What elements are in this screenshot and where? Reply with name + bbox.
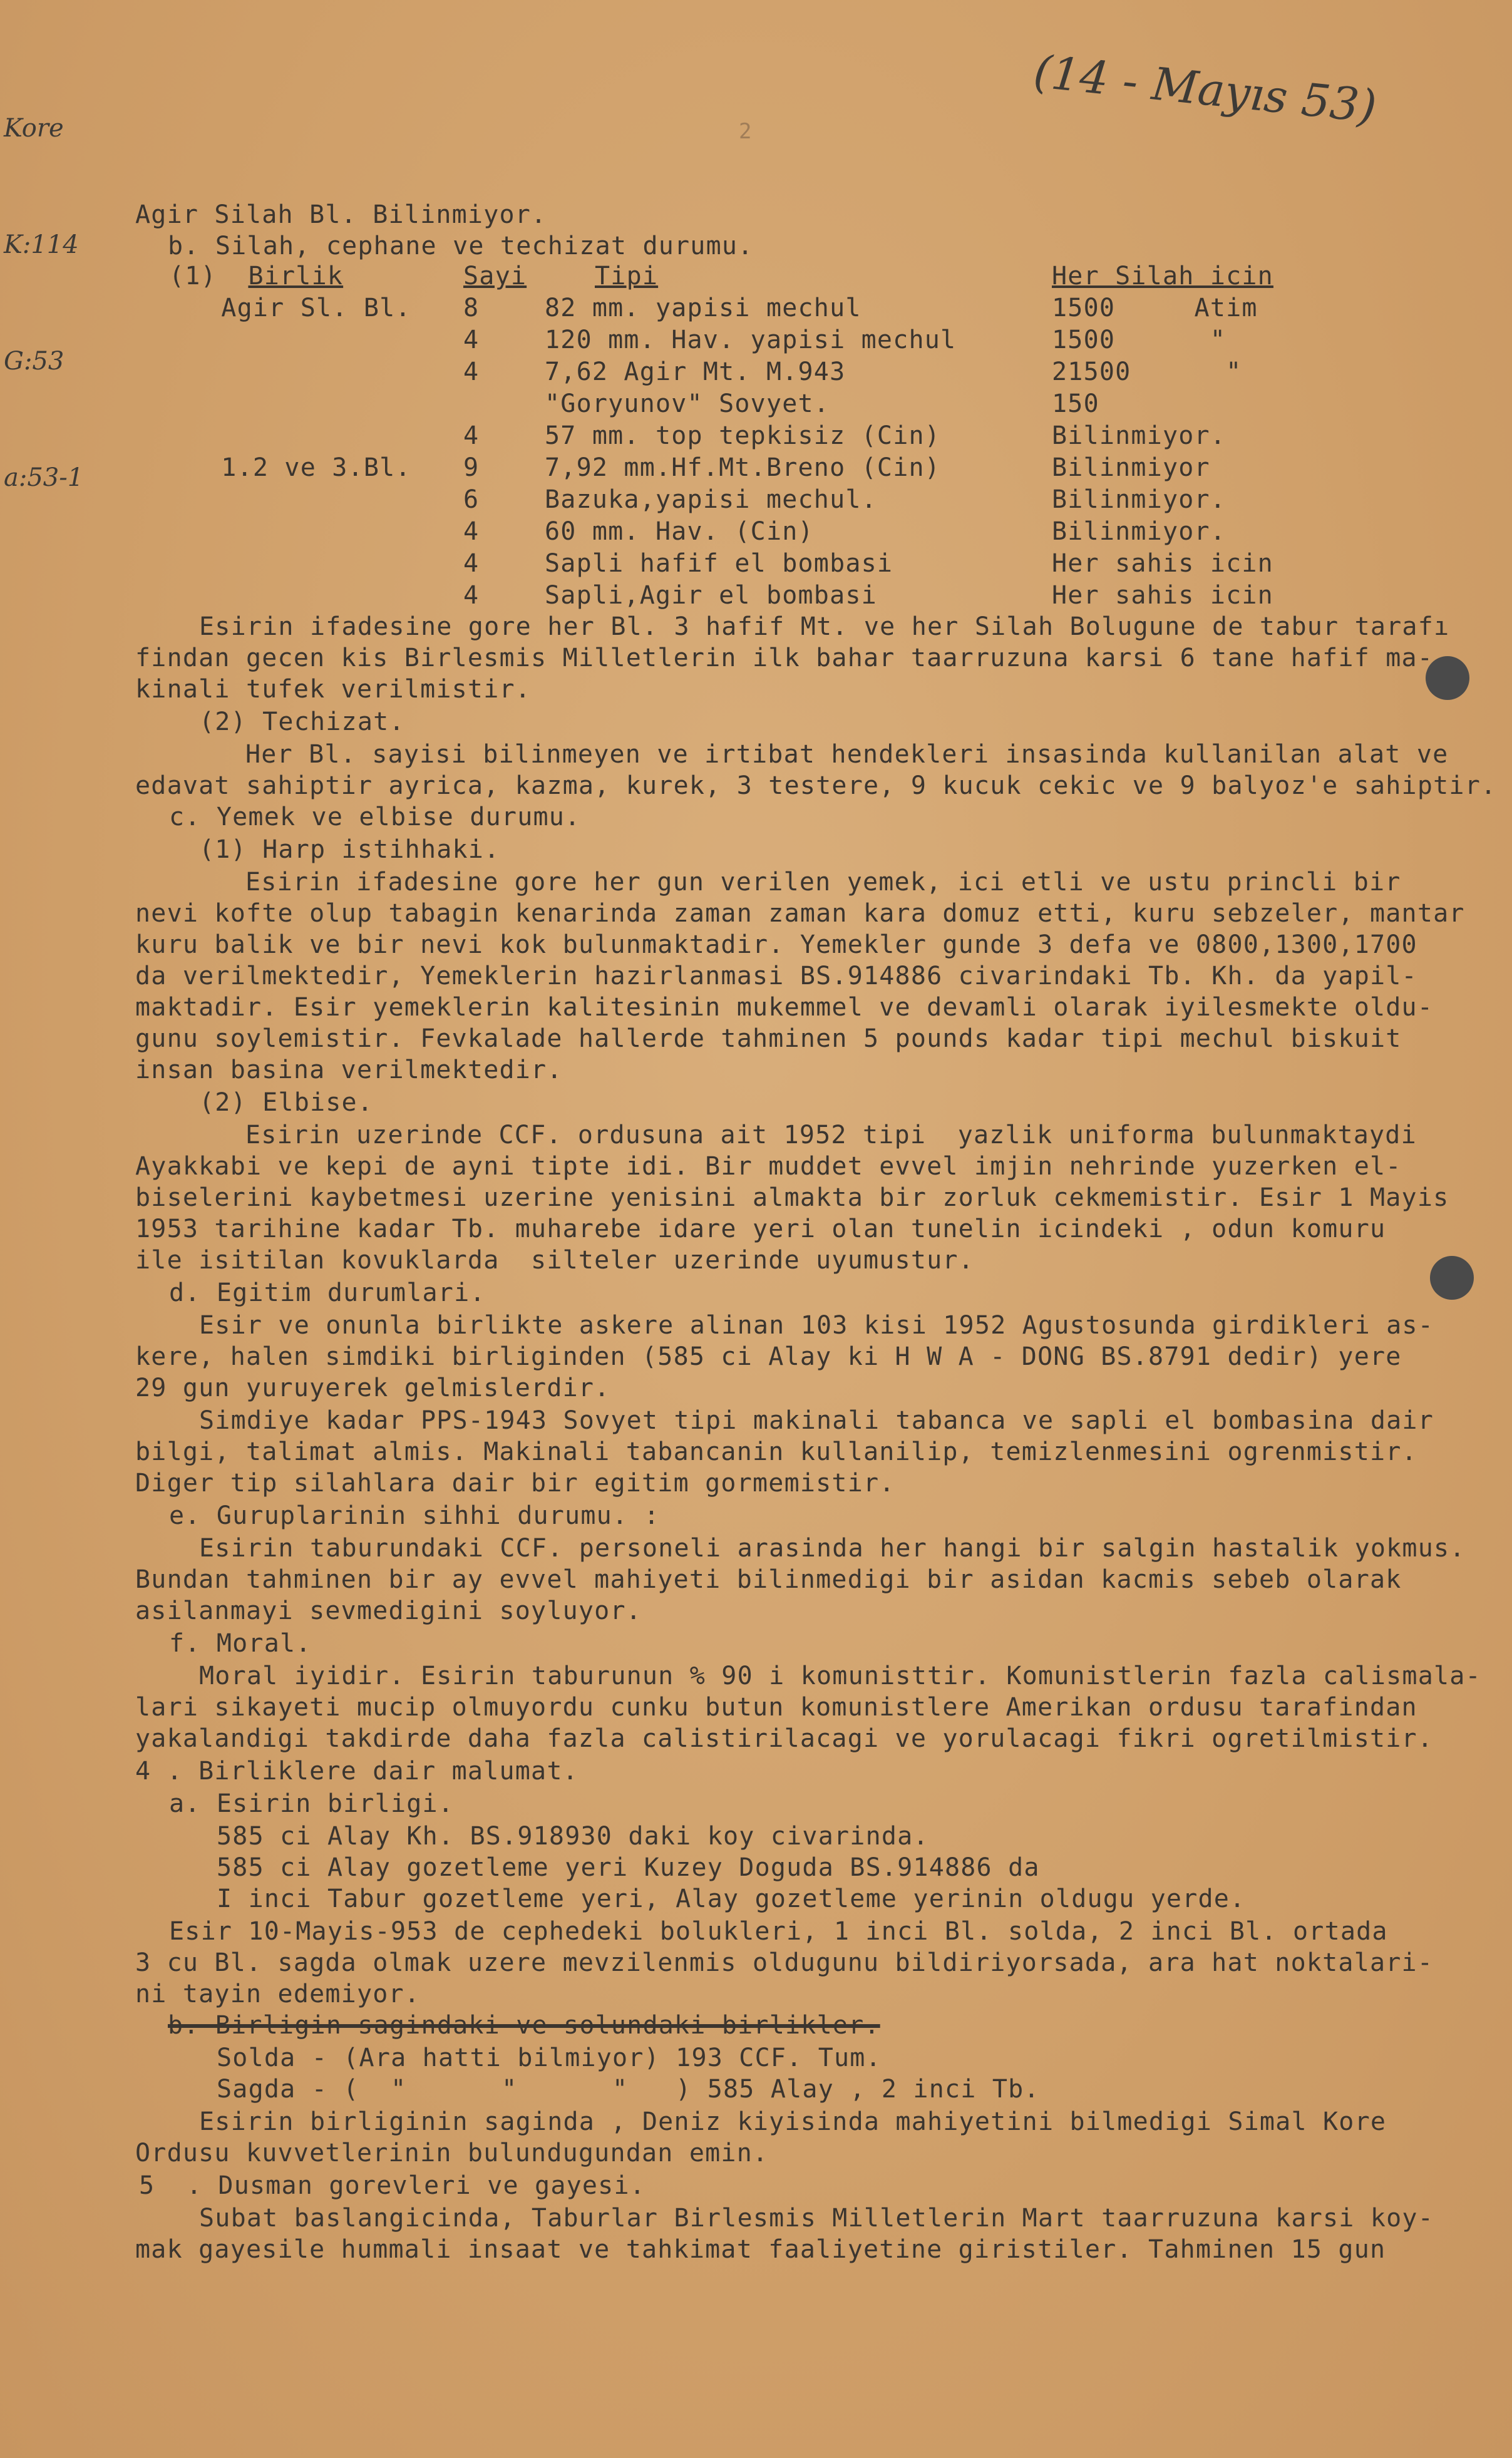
weapons-table [169, 262, 1384, 613]
text-line: Subat baslangicinda, Taburlar Birlesmis Milletlerin Mart taarruzuna karsi koy- [199, 2204, 1434, 2233]
table-header-cell: Tipi [595, 262, 659, 291]
text-line: 585 ci Alay Kh. BS.918930 daki koy civarinda. [217, 1822, 929, 1851]
date-note-handwritten: (14 - Mayıs 53) [1031, 44, 1379, 133]
page-number-stamp: 2 [739, 119, 752, 144]
text-line: kuru balik ve bir nevi kok bulunmaktadir. Yemekler gunde 3 defa ve 0800,1300,1700 [135, 930, 1417, 959]
archive-code-line: K:114 [4, 230, 79, 259]
text-line: Moral iyidir. Esirin taburunun % 90 i komunisttir. Komunistlerin fazla calismala- [199, 1662, 1481, 1690]
text-line: ni tayin edemiyor. [135, 1980, 421, 2008]
table-row: 4 57 mm. top tepkisiz (Cin) Bilinmiyor. [463, 421, 1227, 450]
table-row: Agir Sl. Bl. 8 82 mm. yapisi mechul 1500 Atim [221, 294, 1258, 322]
table-header-cell: Sayi [463, 262, 527, 291]
text-line: 585 ci Alay gozetleme yeri Kuzey Doguda BS.914886 da [217, 1853, 1040, 1882]
section-heading: (1) Harp istihhaki. [199, 835, 500, 864]
table-row: 4 60 mm. Hav. (Cin) Bilinmiyor. [463, 517, 1227, 546]
text-line: Diger tip silahlara dair bir egitim gormemistir. [135, 1469, 895, 1498]
table-header-cell: Her Silah icin [1052, 262, 1273, 291]
text-line: 1953 tarihine kadar Tb. muharebe idare yeri olan tunelin icindeki , odun komuru [135, 1215, 1386, 1243]
text-line: Esirin ifadesine gore her Bl. 3 hafif Mt. ve her Silah Bolugune de tabur tarafı [199, 612, 1450, 641]
text-line: mak gayesile hummali insaat ve tahkimat faaliyetine giristiler. Tahminen 15 gun [135, 2235, 1386, 2264]
text-line: Esirin uzerinde CCF. ordusuna ait 1952 tipi yazlik uniforma bulunmaktaydi [245, 1121, 1417, 1149]
section-heading: (2) Elbise. [199, 1088, 374, 1117]
table-header-row [169, 262, 1384, 294]
section-heading: d. Egitim durumlari. [169, 1278, 486, 1307]
text-line: Esir 10-Mayis-953 de cephedeki bolukleri, 1 inci Bl. solda, 2 inci Bl. ortada [169, 1917, 1388, 1946]
text-line: 3 cu Bl. sagda olmak uzere mevzilenmis oldugunu bildiriyorsada, ara hat noktalari- [135, 1948, 1434, 1977]
text-line: kere, halen simdiki birliginden (585 ci Alay ki H W A - DONG BS.8791 dedir) yere [135, 1342, 1402, 1371]
text-line: kinali tufek verilmistir. [135, 675, 532, 704]
text-line: Sagda - ( " " " ) 585 Alay , 2 inci Tb. [217, 2075, 1040, 2104]
text-line: da verilmektedir, Yemeklerin hazirlanmasi BS.914886 civarindaki Tb. Kh. da yapil- [135, 962, 1417, 990]
table-row: 4 Sapli,Agir el bombasi Her sahis icin [463, 581, 1273, 610]
text-line: Esirin ifadesine gore her gun verilen yemek, ici etli ve ustu princli bir [245, 868, 1401, 897]
text-line: Esir ve onunla birlikte askere alinan 103 kisi 1952 Agustosunda girdikleri as- [199, 1311, 1434, 1340]
text-line: ile isitilan kovuklarda silteler uzerinde uyumustur. [135, 1246, 974, 1275]
text-line: Esirin birliginin saginda , Deniz kiyisinda mahiyetini bilmedigi Simal Kore [199, 2107, 1387, 2136]
table-header-cell: (1) Birlik [169, 262, 344, 291]
text-line: edavat sahiptir ayrica, kazma, kurek, 3 testere, 9 kucuk cekic ve 9 balyoz'e sahiptir. [135, 771, 1497, 800]
text-line: yakalandigi takdirde daha fazla calistirilacagi ve yorulacagi fikri ogretilmistir. [135, 1724, 1434, 1753]
text-line: insan basina verilmektedir. [135, 1056, 563, 1084]
text-line: asilanmayi sevmedigini soyluyor. [135, 1597, 642, 1625]
text-line: nevi kofte olup tabagin kenarinda zaman zaman kara domuz etti, kuru sebzeler, mantar [135, 899, 1465, 928]
text-line: Esirin taburundaki CCF. personeli arasinda her hangi bir salgin hastalik yokmus. [199, 1534, 1466, 1563]
text-line: Bundan tahminen bir ay evvel mahiyeti bilinmedigi bir asidan kacmis sebeb olarak [135, 1565, 1402, 1594]
text-line: Simdiye kadar PPS-1943 Sovyet tipi makinali tabanca ve sapli el bombasina dair [199, 1406, 1434, 1435]
text-line: Agir Silah Bl. Bilinmiyor. [135, 200, 547, 229]
section-heading: 5 . Dusman gorevleri ve gayesi. [139, 2171, 646, 2200]
section-heading: b. Silah, cephane ve techizat durumu. [168, 232, 754, 260]
table-row: 4 7,62 Agir Mt. M.943 21500 " [463, 357, 1242, 386]
punch-hole [1430, 1256, 1474, 1300]
text-line: Ordusu kuvvetlerinin bulundugundan emin. [135, 2139, 769, 2167]
table-row: 4 120 mm. Hav. yapisi mechul 1500 " [463, 326, 1227, 354]
table-row: "Goryunov" Sovyet. 150 [545, 389, 1099, 418]
text-line: bilgi, talimat almis. Makinali tabancanin kullanilip, temizlenmesini ogrenmistir. [135, 1437, 1417, 1466]
text-line: Her Bl. sayisi bilinmeyen ve irtibat hendekleri insasinda kullanilan alat ve [245, 740, 1449, 769]
text-line: gunu soylemistir. Fevkalade hallerde tahminen 5 pounds kadar tipi mechul biskuit [135, 1024, 1402, 1053]
text-line: Ayakkabi ve kepi de ayni tipte idi. Bir muddet evvel imjin nehrinde yuzerken el- [135, 1152, 1402, 1181]
section-heading: e. Guruplarinin sihhi durumu. : [169, 1501, 660, 1530]
section-heading: 4 . Birliklere dair malumat. [135, 1757, 579, 1786]
table-row: 4 Sapli hafif el bombasi Her sahis icin [463, 549, 1273, 578]
text-line: maktadir. Esir yemeklerin kalitesinin mukemmel ve devamli olarak iyilesmekte oldu- [135, 993, 1434, 1022]
archive-code-handwritten [4, 31, 83, 536]
section-heading: (2) Techizat. [199, 707, 405, 736]
text-line: 29 gun yuruyerek gelmislerdir. [135, 1374, 610, 1402]
text-line: lari sikayeti mucip olmuyordu cunku butun komunistlere Amerikan ordusu tarafindan [135, 1693, 1417, 1722]
archive-code-line: a:53-1 [4, 463, 84, 492]
archive-code-line: Kore [4, 114, 64, 143]
section-heading: c. Yemek ve elbise durumu. [169, 803, 581, 831]
text-line: findan gecen kis Birlesmis Milletlerin ilk bahar taarruzuna karsi 6 tane hafif ma- [135, 644, 1434, 672]
text-line: biselerini kaybetmesi uzerine yenisini almakta bir zorluk cekmemistir. Esir 1 Mayis [135, 1183, 1449, 1212]
text-line: I inci Tabur gozetleme yeri, Alay gozetleme yerinin oldugu yerde. [217, 1885, 1246, 1913]
table-row: 6 Bazuka,yapisi mechul. Bilinmiyor. [463, 485, 1227, 514]
struck-out-line: b. Birligin sagindaki ve solundaki birlikler. [168, 2011, 880, 2040]
table-row: 1.2 ve 3.Bl. 9 7,92 mm.Hf.Mt.Breno (Cin) Bilinmiyor [221, 453, 1210, 482]
section-heading: f. Moral. [169, 1629, 312, 1658]
section-heading: a. Esirin birligi. [169, 1789, 455, 1818]
archive-code-line: G:53 [4, 347, 64, 376]
text-line: Solda - (Ara hatti bilmiyor) 193 CCF. Tum. [217, 2044, 882, 2072]
